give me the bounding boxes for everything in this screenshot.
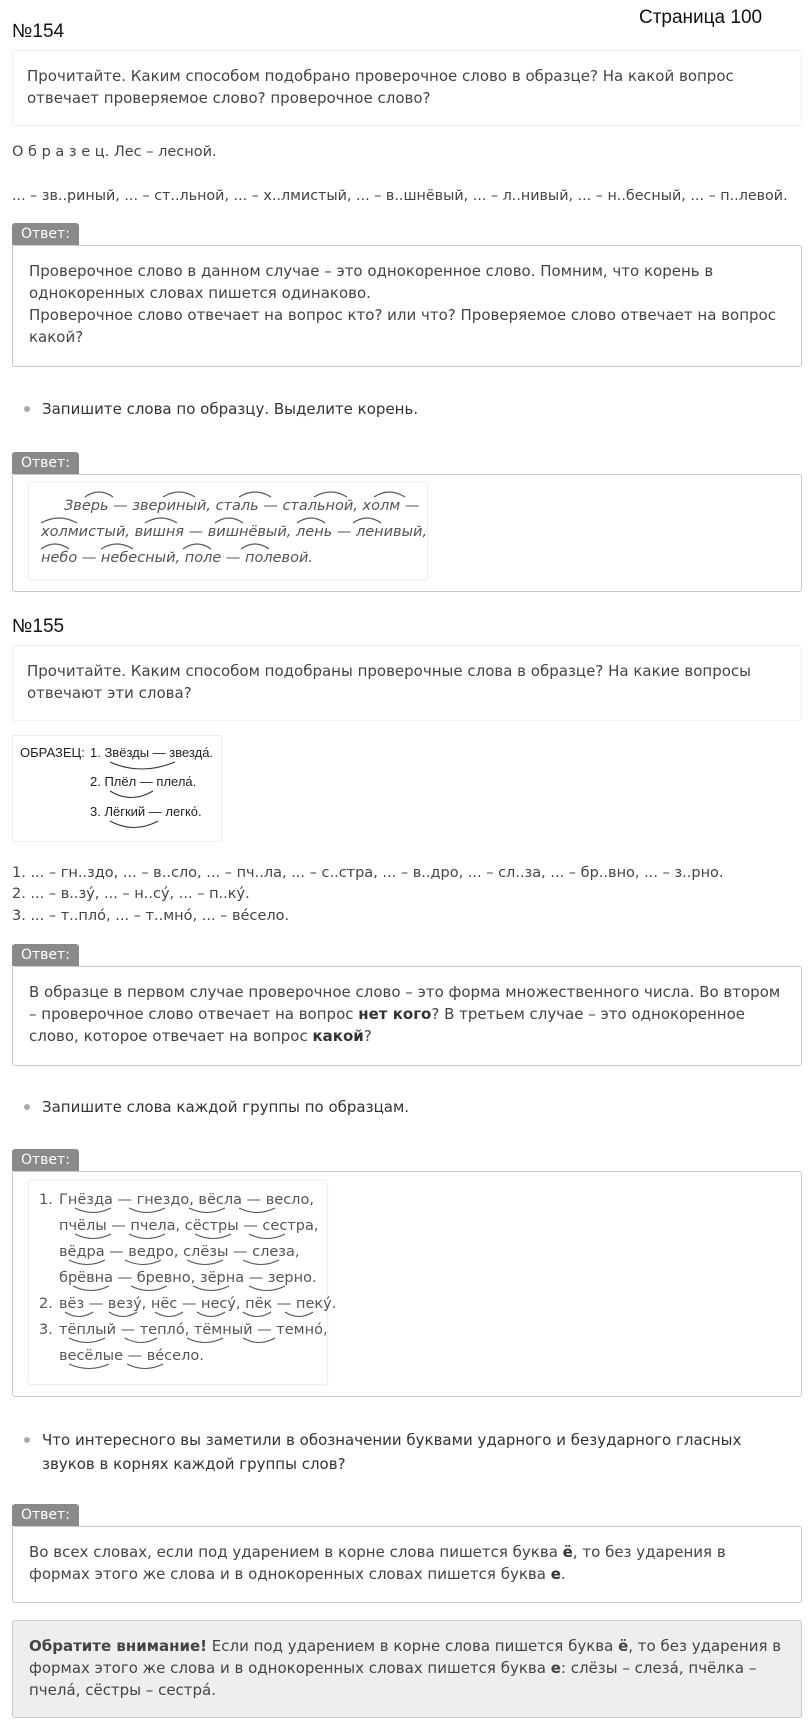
task-154-words: ... – зв..риный, ... – ст..льной, ... – х..лмистый, ... – в..шнёвый, ... – л..нивый, ... – н..бесный, ... – п..левой. — [12, 188, 788, 204]
task-155-list-2: 2. ... – в..зу́, ... – н..су́, ... – п..ку́. — [12, 886, 250, 902]
answer-bold-text: какой — [312, 1027, 364, 1045]
task-154-question — [12, 50, 802, 126]
handwritten-number: 3. — [39, 1322, 53, 1338]
note-text: Если под ударением в корне слова пишется буква — [207, 1637, 619, 1655]
handwritten-line: пчёлы — пчела, сёстры — сестра, — [59, 1218, 319, 1234]
handwritten-number: 2. — [39, 1296, 53, 1312]
task-155-question — [12, 645, 802, 721]
attention-note — [12, 1620, 802, 1718]
handwritten-line: небо — небесный, поле — полевой. — [41, 550, 313, 566]
handwritten-answer-card — [28, 1180, 337, 1385]
handwritten-line: тёплый — тепло́, тёмный — темно́, — [59, 1322, 328, 1338]
task-154-question-text: Прочитайте. Каким способом подобрано проверочное слово в образце? На какой вопрос отвечает проверяемое слово? проверочное слово? — [27, 67, 734, 107]
answer-bold-text: е — [550, 1565, 561, 1583]
answer-text: , то без ударения в формах этого же слова и в однокоренных словах пишется буква — [29, 1543, 726, 1583]
sample-card — [12, 735, 222, 842]
task-154-answer-1 — [12, 245, 802, 367]
note-bold-text: ё — [618, 1637, 629, 1655]
task-155-list-1: 1. ... – гн..здо, ... – в..сло, ... – пч..ла, ... – с..стра, ... – в..дро, ... – сл..за, ... – бр..вно, ... – з..рно. — [12, 865, 724, 881]
task-155-bullet-2: Что интересного вы заметили в обозначении буквами ударного и безударного гласных звуков в корнях каждой группы слов? — [24, 1428, 784, 1476]
handwritten-answer-card — [28, 482, 428, 580]
answer-text: Во всех словах, если под ударением в корне слова пишется буква — [29, 1543, 563, 1561]
answer-text: . — [560, 1565, 566, 1583]
sample-line: 2. Плёл — плела́. — [90, 774, 197, 789]
sample-line: 3. Лёгкий — легко́. — [90, 804, 202, 819]
handwritten-line: Зверь — звериный, сталь — стальной, холм — — [64, 498, 420, 514]
handwritten-line: весёлые — ве́село. — [59, 1348, 204, 1364]
answer-label: Ответ: — [12, 1149, 79, 1171]
answer-text: ? — [363, 1027, 372, 1045]
sample-label: ОБРАЗЕЦ: — [20, 745, 85, 760]
handwritten-line: вёз — везу́, нёс — несу́, пёк — пеку́. — [59, 1296, 337, 1312]
handwritten-line: вёдра — ведро, слёзы — слеза, — [59, 1244, 300, 1260]
task-155-answer-1 — [12, 966, 802, 1066]
note-text: : слёзы – слеза́, пчёлка – пчела́, сёстры – сестра́. — [29, 1659, 757, 1699]
answer-text: ? В третьем случае – это однокоренное слово, которое отвечает на вопрос — [29, 1005, 746, 1045]
task-154-sample: О б р а з е ц. Лес – лесной. — [12, 144, 217, 160]
note-bold-text: е — [550, 1659, 561, 1677]
handwritten-line: холмистый, вишня — вишнёвый, лень — ленивый, — [41, 524, 428, 540]
answer-bold-text: нет кого — [358, 1005, 432, 1023]
answer-label: Ответ: — [12, 1504, 79, 1526]
answer-label: Ответ: — [12, 223, 79, 245]
task-154-bullet: Запишите слова по образцу. Выделите корень. — [24, 397, 418, 421]
handwritten-line: Гнёзда — гнездо, вёсла — весло, — [59, 1192, 314, 1208]
answer-label: Ответ: — [12, 944, 79, 966]
sample-line: 1. Звёзды — звезда́. — [90, 745, 214, 760]
note-title: Обратите внимание! — [29, 1637, 208, 1655]
task-155-number: №155 — [12, 616, 65, 637]
note-text: , то без ударения в формах этого же слова и в однокоренных словах пишется буква — [29, 1637, 782, 1677]
answer-text: В образце в первом случае проверочное слово – это форма множественного числа. Во втором – проверочное слово отвечает на вопрос — [29, 983, 781, 1023]
task-155-bullet-1: Запишите слова каждой группы по образцам. — [24, 1095, 409, 1119]
answer-label: Ответ: — [12, 452, 79, 474]
task-155-answer-3 — [12, 1526, 802, 1603]
task-154-number: №154 — [12, 21, 65, 42]
handwritten-number: 1. — [39, 1192, 53, 1208]
answer-paragraph: Проверочное слово отвечает на вопрос кто? или что? Проверяемое слово отвечает на вопрос какой? — [29, 306, 776, 346]
task-155-question-text: Прочитайте. Каким способом подобраны проверочные слова в образце? На какие вопросы отвечают эти слова? — [27, 662, 751, 702]
handwritten-line: брёвна — бревно, зёрна — зерно. — [59, 1270, 317, 1286]
page-number: Страница 100 — [639, 7, 763, 28]
task-155-list-3: 3. ... – т..пло́, ... – т..мно́, ... – ве́село. — [12, 908, 290, 924]
answer-paragraph: Проверочное слово в данном случае – это однокоренное слово. Помним, что корень в однокоренных словах пишется одинаково. — [29, 262, 714, 302]
answer-bold-text: ё — [562, 1543, 573, 1561]
